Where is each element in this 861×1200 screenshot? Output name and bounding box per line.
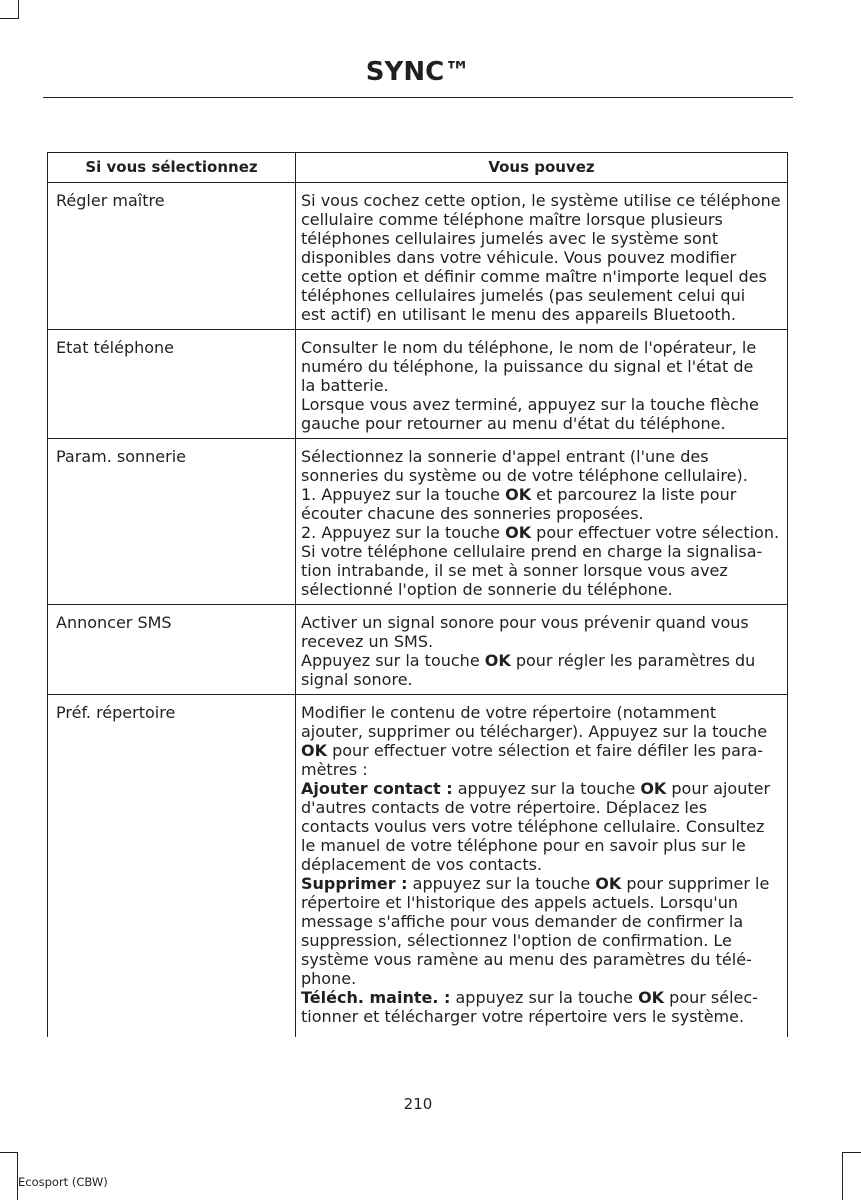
table-row [47, 438, 788, 604]
ok-key-label: OK [301, 741, 327, 760]
text-line: Si votre téléphone cellulaire prend en charge la signalisa- [301, 542, 763, 561]
option-term: Ajouter contact : [301, 779, 453, 798]
text-line [301, 651, 781, 670]
description-cell [295, 329, 788, 438]
description-paragraph [301, 874, 781, 988]
option-label: Régler maître [56, 191, 165, 210]
text-line: tion intrabande, il se met à sonner lorsque vous avez [301, 561, 728, 580]
text-line: sonneries du système ou de votre téléphone cellulaire). [301, 466, 748, 485]
ok-key-label: OK [640, 779, 667, 798]
description-paragraph [301, 191, 781, 324]
text-line: téléphones cellulaires jumelés (pas seulement celui qui [301, 286, 746, 305]
text-line: est actif) en utilisant le menu des appareils Bluetooth. [301, 305, 736, 324]
ok-key-label: OK [505, 523, 532, 542]
text-line: téléphones cellulaires jumelés avec le système sont [301, 229, 719, 248]
option-label: Préf. répertoire [56, 703, 176, 722]
text-line: phone. [301, 969, 357, 988]
option-label: Annoncer SMS [56, 613, 172, 632]
text-line: déplacement de vos contacts. [301, 855, 543, 874]
option-term: Téléch. mainte. : [301, 988, 451, 1007]
text-line: tionner et télécharger votre répertoire vers le système. [301, 1007, 745, 1026]
option-cell [47, 329, 295, 438]
option-label: Etat téléphone [56, 338, 175, 357]
text-line: Activer un signal sonore pour vous prévenir quand vous [301, 613, 749, 632]
option-term: Supprimer : [301, 874, 408, 893]
description-cell [295, 694, 788, 1037]
text-line: Sélectionnez la sonnerie d'appel entrant (l'une des [301, 447, 709, 466]
description-cell [295, 604, 788, 694]
text-line: écouter chacune des sonneries proposées. [301, 504, 644, 523]
text-line: système vous ramène au menu des paramètres du télé- [301, 950, 752, 969]
text-run: pour régler les paramètres du [510, 651, 756, 670]
description-paragraph [301, 703, 781, 779]
text-line: disponibles dans votre véhicule. Vous pouvez modifier [301, 248, 737, 267]
text-run: pour ajouter [666, 779, 771, 798]
description-paragraph [301, 523, 781, 542]
text-line: Lorsque vous avez terminé, appuyez sur la touche flèche [301, 395, 759, 414]
text-line: numéro du téléphone, la puissance du signal et l'état de [301, 357, 754, 376]
text-line [301, 779, 781, 798]
text-line: Modifier le contenu de votre répertoire (notamment [301, 703, 717, 722]
text-run: appuyez sur la touche [407, 874, 596, 893]
text-run: 1. Appuyez sur la touche [301, 485, 506, 504]
text-line: message s'affiche pour vous demander de confirmer la [301, 912, 744, 931]
header-rule [43, 97, 793, 98]
text-run: et parcourez la liste pour [531, 485, 737, 504]
table-row [47, 182, 788, 329]
footer-model-label: Ecosport (CBW) [18, 1175, 108, 1189]
ok-key-label: OK [595, 874, 622, 893]
crop-mark-bottom-right-vertical [842, 1152, 843, 1200]
table-row [47, 329, 788, 438]
text-line [301, 485, 781, 504]
ok-key-label: OK [505, 485, 532, 504]
description-paragraph [301, 988, 781, 1026]
text-line: le manuel de votre téléphone pour en savoir plus sur le [301, 836, 746, 855]
text-line: suppression, sélectionnez l'option de confirmation. Le [301, 931, 732, 950]
description-paragraph [301, 447, 781, 485]
text-line: signal sonore. [301, 670, 413, 689]
text-run: pour supprimer le [621, 874, 770, 893]
page-title: SYNC™ [365, 57, 471, 87]
description-paragraph [301, 485, 781, 523]
text-line: Consulter le nom du téléphone, le nom de l'opérateur, le [301, 338, 757, 357]
table-body [47, 182, 788, 1037]
table-row [47, 694, 788, 1037]
crop-mark-top-left-horizontal [0, 18, 19, 19]
text-line [301, 988, 781, 1007]
column-header-selection: Si vous sélectionnez [47, 152, 295, 182]
description-paragraph [301, 338, 781, 395]
description-paragraph [301, 395, 781, 433]
text-line: contacts voulus vers votre téléphone cellulaire. Consultez [301, 817, 765, 836]
description-paragraph [301, 779, 781, 874]
column-header-result: Vous pouvez [295, 152, 788, 182]
option-cell [47, 694, 295, 1037]
description-paragraph [301, 542, 781, 599]
text-line: recevez un SMS. [301, 632, 434, 651]
text-run: Appuyez sur la touche [301, 651, 485, 670]
text-run: pour sélec- [664, 988, 758, 1007]
option-cell [47, 438, 295, 604]
text-line [301, 523, 781, 542]
text-line: ajouter, supprimer ou télécharger). Appuyez sur la touche [301, 722, 768, 741]
text-run: 2. Appuyez sur la touche [301, 523, 506, 542]
text-run: appuyez sur la touche [450, 988, 639, 1007]
text-line: sélectionné l'option de sonnerie du téléphone. [301, 580, 673, 599]
text-line [301, 741, 781, 760]
crop-mark-top-left-vertical [18, 0, 19, 19]
description-cell [295, 182, 788, 329]
text-line: la batterie. [301, 376, 389, 395]
text-line: répertoire et l'historique des appels actuels. Lorsqu'un [301, 893, 738, 912]
description-paragraph [301, 613, 781, 651]
ok-key-label: OK [484, 651, 511, 670]
table-row [47, 604, 788, 694]
description-paragraph [301, 651, 781, 689]
text-line: gauche pour retourner au menu d'état du téléphone. [301, 414, 726, 433]
ok-key-label: OK [638, 988, 665, 1007]
text-line: mètres : [301, 760, 368, 779]
text-line: Si vous cochez cette option, le système utilise ce téléphone [301, 191, 781, 210]
crop-mark-bottom-left-horizontal [0, 1152, 18, 1153]
page-number: 210 [403, 1095, 433, 1113]
option-label: Param. sonnerie [56, 447, 186, 466]
options-table [47, 152, 788, 1037]
text-line: cette option et définir comme maître n'importe lequel des [301, 267, 767, 286]
text-line: cellulaire comme téléphone maître lorsque plusieurs [301, 210, 723, 229]
option-cell [47, 604, 295, 694]
table-header-row [47, 152, 788, 182]
text-line [301, 874, 781, 893]
option-cell [47, 182, 295, 329]
text-run: appuyez sur la touche [452, 779, 641, 798]
text-run: pour effectuer votre sélection et faire défiler les para- [327, 741, 764, 760]
text-run: pour effectuer votre sélection. [531, 523, 780, 542]
description-cell [295, 438, 788, 604]
text-line: d'autres contacts de votre répertoire. Déplacez les [301, 798, 708, 817]
crop-mark-bottom-right-horizontal [842, 1152, 861, 1153]
